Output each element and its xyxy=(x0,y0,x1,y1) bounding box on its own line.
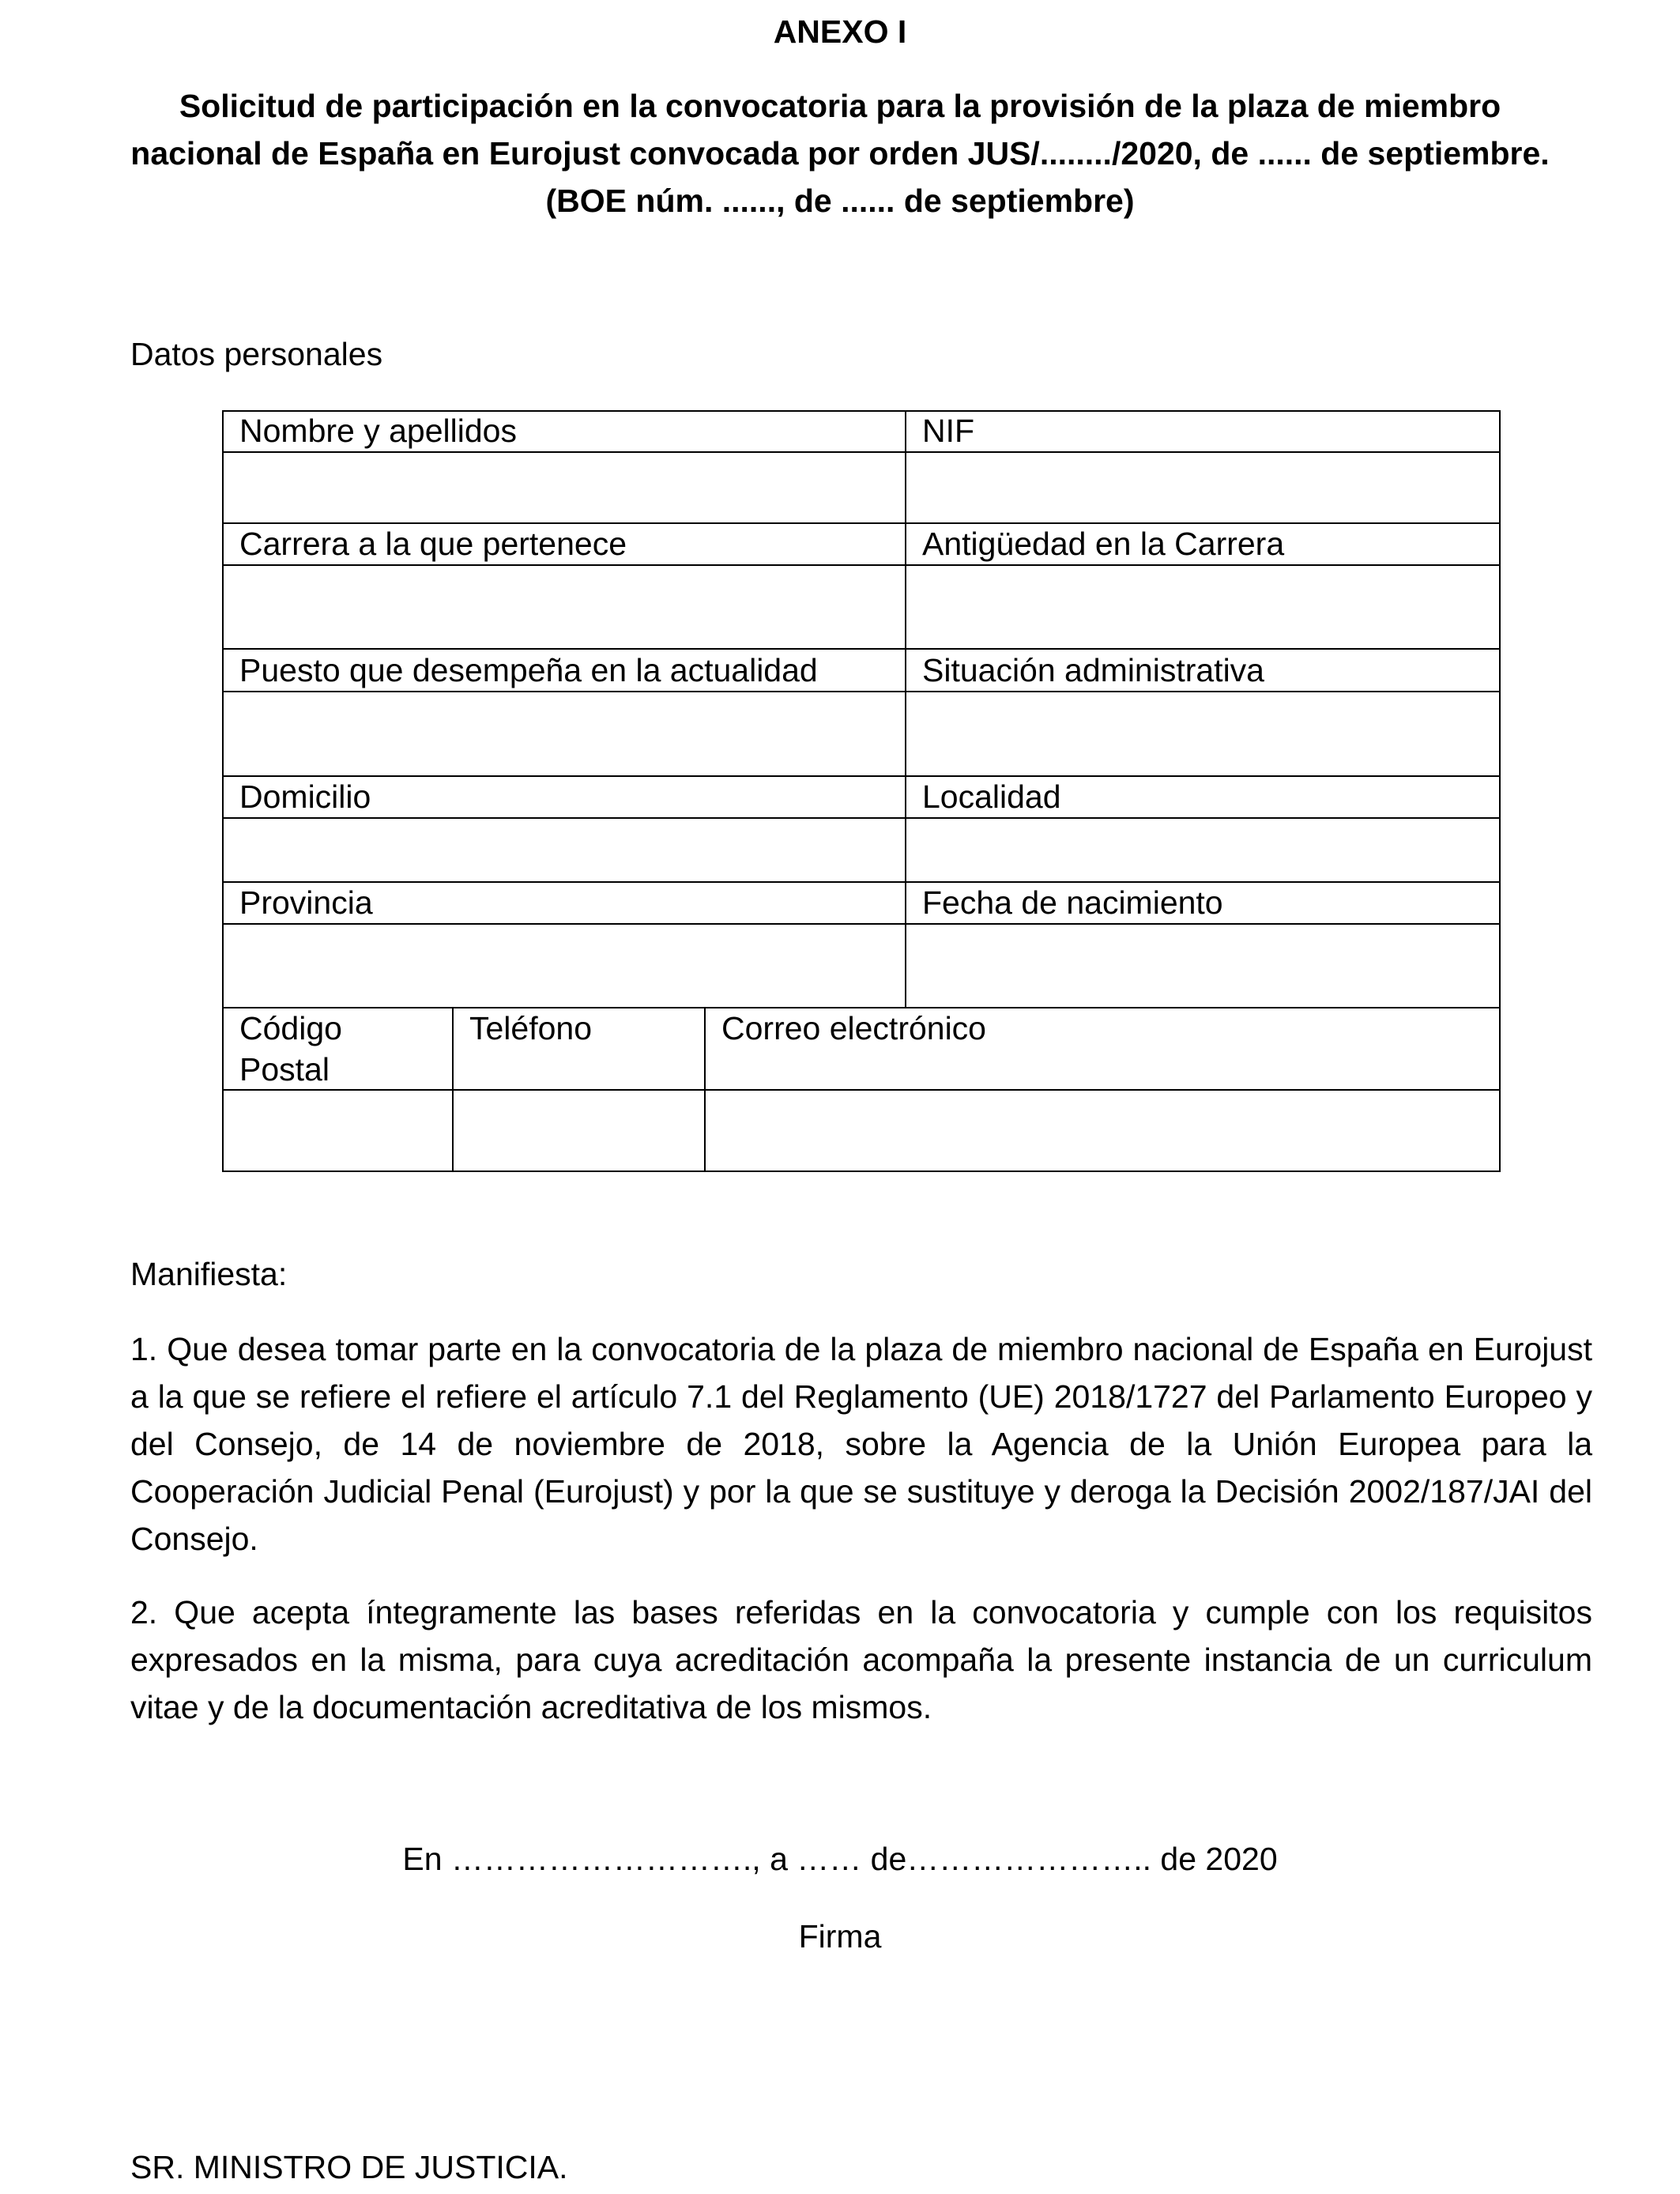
annex-heading: ANEXO I xyxy=(773,13,907,50)
field-label-codigo-postal-line1: Código xyxy=(239,1010,342,1046)
addressee: SR. MINISTRO DE JUSTICIA. xyxy=(130,2149,568,2185)
field-label-carrera: Carrera a la que pertenece xyxy=(239,526,627,562)
personal-data-table xyxy=(222,410,1501,1172)
field-label-puesto: Puesto que desempeña en la actualidad xyxy=(239,652,818,688)
declaration-paragraph-1: 1. Que desea tomar parte en la convocatoria de la plaza de miembro nacional de España en Eurojust a la que se refiere el refiere el artículo 7.1 del Reglamento (UE) 2018/1727 del Parlamento Europeo y del Consejo, de 14 de noviembre de 2018, sobre la Agencia de la Unión Europea para la Cooperación Judicial Penal (Eurojust) y por la que se sustituye y deroga la Decisión 2002/187/JAI del Consejo. xyxy=(130,1331,1592,1557)
field-label-provincia: Provincia xyxy=(239,884,373,921)
field-label-domicilio: Domicilio xyxy=(239,778,371,815)
field-label-fecha-nacimiento: Fecha de nacimiento xyxy=(922,884,1223,921)
title-line-3: (BOE núm. ......, de ...... de septiembre) xyxy=(545,183,1135,219)
field-label-localidad: Localidad xyxy=(922,778,1061,815)
field-label-situacion: Situación administrativa xyxy=(922,652,1264,688)
field-label-nombre: Nombre y apellidos xyxy=(239,413,517,449)
place-date-line: En ………………………., a …… de………………….. de 2020 xyxy=(402,1841,1278,1877)
signature-label: Firma xyxy=(798,1918,882,1955)
title-line-2: nacional de España en Eurojust convocada por orden JUS/......../2020, de ...... de septiembre. xyxy=(130,135,1550,172)
section-label-personal-data: Datos personales xyxy=(130,336,383,372)
field-label-nif: NIF xyxy=(922,413,975,449)
field-label-codigo-postal-line2: Postal xyxy=(239,1051,330,1088)
field-label-telefono: Teléfono xyxy=(469,1010,593,1046)
section-label-declaration: Manifiesta: xyxy=(130,1256,288,1292)
declaration-paragraph-2: 2. Que acepta íntegramente las bases referidas en la convocatoria y cumple con los requisitos expresados en la misma, para cuya acreditación acompaña la presente instancia de un curriculum vitae y de la documentación acreditativa de los mismos. xyxy=(130,1594,1592,1725)
document-title xyxy=(32,82,1648,224)
title-line-1: Solicitud de participación en la convocatoria para la provisión de la plaza de miembro xyxy=(179,88,1501,124)
field-label-antiguedad: Antigüedad en la Carrera xyxy=(922,526,1285,562)
field-label-correo: Correo electrónico xyxy=(721,1010,986,1046)
